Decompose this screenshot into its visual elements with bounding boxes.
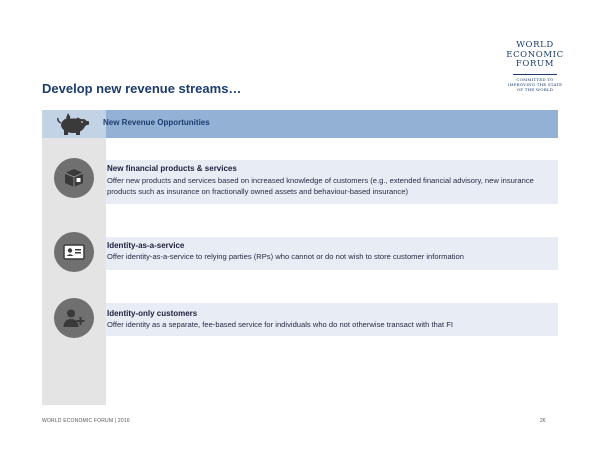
add-user-icon: [54, 298, 94, 338]
box-icon: [54, 158, 94, 198]
logo-tagline-2: IMPROVING THE STATE: [507, 81, 563, 87]
id-card-icon: [54, 232, 94, 272]
item-title-3: Identity-only customers: [107, 309, 198, 318]
logo-rule: [513, 74, 557, 75]
logo-tagline-3: OF THE WORLD: [516, 86, 554, 92]
page-title: Develop new revenue streams…: [42, 81, 242, 96]
page-number: 26: [540, 418, 546, 424]
logo-tagline-1: COMMITTED TO: [516, 76, 554, 82]
wef-logo: [505, 41, 565, 92]
item-description-3: Offer identity as a separate, fee-based service for individuals who do not otherwise transact with that FI: [107, 320, 453, 329]
item-description-1: Offer new products and services based on increased knowledge of customers (e.g., extended financial advisory, new insurance products such as insurance on fractionally owned assets and behaviour-based insurance): [107, 176, 534, 196]
item-title-1: New financial products & services: [107, 164, 237, 173]
footer-source: WORLD ECONOMIC FORUM | 2016: [42, 418, 130, 424]
item-title-2: Identity-as-a-service: [107, 241, 185, 250]
item-description-2: Offer identity-as-a-service to relying parties (RPs) who cannot or do not wish to store customer information: [107, 252, 464, 261]
logo-line-2: ECONOMIC: [506, 49, 564, 60]
logo-line-3: FORUM: [515, 59, 555, 69]
section-header-label: New Revenue Opportunities: [103, 118, 210, 127]
piggy-bank-icon: [54, 112, 92, 136]
logo-line-1: WORLD: [516, 40, 554, 50]
